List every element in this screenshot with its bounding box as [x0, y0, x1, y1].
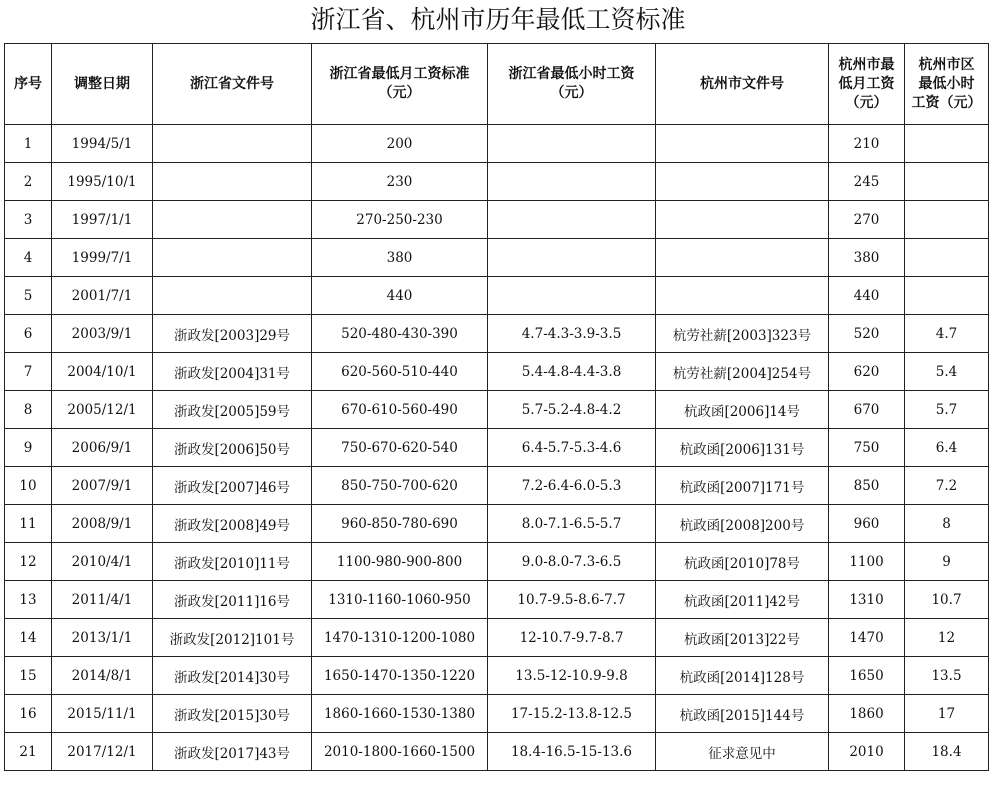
table-row [5, 543, 989, 581]
cell-zj-doc [153, 125, 312, 163]
cell-date: 2005/12/1 [52, 391, 153, 429]
cell-hz-doc [656, 277, 829, 315]
cell-zj-doc [153, 201, 312, 239]
cell-zj-monthly: 520-480-430-390 [312, 315, 488, 353]
cell-hz-hourly: 18.4 [905, 733, 989, 771]
cell-zj-monthly: 1100-980-900-800 [312, 543, 488, 581]
header-hz-hourly-line2: 最低小时 [918, 75, 975, 92]
cell-zj-monthly: 670-610-560-490 [312, 391, 488, 429]
header-hz-doc: 杭州市文件号 [656, 44, 829, 125]
cell-seq: 7 [5, 353, 52, 391]
cell-hz-hourly: 17 [905, 695, 989, 733]
cell-seq: 6 [5, 315, 52, 353]
table-row [5, 277, 989, 315]
cell-hz-doc: 杭政函[2006]14号 [656, 391, 829, 429]
cell-zj-hourly: 17-15.2-13.8-12.5 [488, 695, 656, 733]
cell-zj-monthly: 440 [312, 277, 488, 315]
table-row [5, 695, 989, 733]
cell-hz-monthly: 245 [829, 163, 905, 201]
cell-zj-monthly: 1470-1310-1200-1080 [312, 619, 488, 657]
header-hz-monthly-line1: 杭州市最 [838, 56, 895, 73]
cell-date: 2008/9/1 [52, 505, 153, 543]
cell-hz-doc: 杭政函[2011]42号 [656, 581, 829, 619]
cell-seq: 3 [5, 201, 52, 239]
table-row [5, 733, 989, 771]
table-row [5, 581, 989, 619]
cell-hz-doc: 杭政函[2014]128号 [656, 657, 829, 695]
header-zj-monthly [312, 44, 488, 125]
cell-date: 1999/7/1 [52, 239, 153, 277]
cell-hz-hourly: 13.5 [905, 657, 989, 695]
header-zj-monthly-unit: （元） [378, 85, 421, 101]
cell-date: 2007/9/1 [52, 467, 153, 505]
table-row [5, 125, 989, 163]
cell-hz-monthly: 1100 [829, 543, 905, 581]
cell-hz-monthly: 440 [829, 277, 905, 315]
cell-hz-doc: 杭政函[2010]78号 [656, 543, 829, 581]
cell-date: 2013/1/1 [52, 619, 153, 657]
cell-hz-monthly: 850 [829, 467, 905, 505]
cell-hz-monthly: 670 [829, 391, 905, 429]
cell-zj-monthly: 200 [312, 125, 488, 163]
header-hz-monthly [829, 44, 905, 125]
cell-date: 2011/4/1 [52, 581, 153, 619]
cell-zj-hourly: 13.5-12-10.9-9.8 [488, 657, 656, 695]
header-hz-monthly-line2: 低月工资 [838, 75, 895, 92]
header-zj-hourly-line: 浙江省最低小时工资 [508, 66, 635, 82]
cell-zj-doc: 浙政发[2007]46号 [153, 467, 312, 505]
cell-hz-hourly [905, 239, 989, 277]
header-zj-hourly-unit: （元） [550, 85, 593, 101]
cell-zj-doc: 浙政发[2008]49号 [153, 505, 312, 543]
cell-seq: 15 [5, 657, 52, 695]
cell-hz-doc: 杭政函[2013]22号 [656, 619, 829, 657]
cell-zj-monthly: 620-560-510-440 [312, 353, 488, 391]
cell-zj-monthly: 750-670-620-540 [312, 429, 488, 467]
table-row [5, 391, 989, 429]
cell-hz-monthly: 1470 [829, 619, 905, 657]
cell-zj-doc [153, 277, 312, 315]
cell-hz-hourly: 7.2 [905, 467, 989, 505]
cell-date: 2003/9/1 [52, 315, 153, 353]
cell-hz-hourly: 12 [905, 619, 989, 657]
cell-hz-doc: 征求意见中 [656, 733, 829, 771]
table-row [5, 429, 989, 467]
cell-zj-hourly: 18.4-16.5-15-13.6 [488, 733, 656, 771]
cell-date: 2017/12/1 [52, 733, 153, 771]
cell-date: 2001/7/1 [52, 277, 153, 315]
cell-hz-doc [656, 125, 829, 163]
cell-hz-monthly: 210 [829, 125, 905, 163]
cell-zj-doc: 浙政发[2011]16号 [153, 581, 312, 619]
cell-seq: 12 [5, 543, 52, 581]
cell-hz-hourly: 6.4 [905, 429, 989, 467]
table-row [5, 353, 989, 391]
cell-hz-monthly: 1860 [829, 695, 905, 733]
cell-date: 1997/1/1 [52, 201, 153, 239]
cell-zj-hourly: 5.4-4.8-4.4-3.8 [488, 353, 656, 391]
cell-hz-monthly: 1310 [829, 581, 905, 619]
cell-hz-hourly [905, 201, 989, 239]
cell-seq: 8 [5, 391, 52, 429]
cell-hz-doc: 杭政函[2015]144号 [656, 695, 829, 733]
cell-seq: 10 [5, 467, 52, 505]
cell-zj-hourly [488, 277, 656, 315]
cell-zj-hourly: 12-10.7-9.7-8.7 [488, 619, 656, 657]
cell-hz-hourly: 9 [905, 543, 989, 581]
cell-zj-hourly: 5.7-5.2-4.8-4.2 [488, 391, 656, 429]
cell-hz-monthly: 520 [829, 315, 905, 353]
cell-zj-doc: 浙政发[2012]101号 [153, 619, 312, 657]
header-hz-hourly-line1: 杭州市区 [918, 56, 975, 73]
cell-seq: 2 [5, 163, 52, 201]
cell-seq: 14 [5, 619, 52, 657]
cell-hz-doc: 杭劳社薪[2004]254号 [656, 353, 829, 391]
cell-zj-hourly [488, 201, 656, 239]
cell-hz-monthly: 270 [829, 201, 905, 239]
cell-zj-hourly: 7.2-6.4-6.0-5.3 [488, 467, 656, 505]
cell-seq: 21 [5, 733, 52, 771]
cell-seq: 9 [5, 429, 52, 467]
cell-seq: 13 [5, 581, 52, 619]
cell-zj-doc [153, 239, 312, 277]
cell-hz-hourly [905, 163, 989, 201]
cell-seq: 4 [5, 239, 52, 277]
header-zj-monthly-line: 浙江省最低月工资标准 [329, 66, 470, 82]
cell-date: 1995/10/1 [52, 163, 153, 201]
cell-zj-doc: 浙政发[2004]31号 [153, 353, 312, 391]
cell-date: 2004/10/1 [52, 353, 153, 391]
cell-hz-doc [656, 239, 829, 277]
cell-zj-monthly: 960-850-780-690 [312, 505, 488, 543]
cell-zj-doc: 浙政发[2015]30号 [153, 695, 312, 733]
table-row [5, 657, 989, 695]
cell-seq: 11 [5, 505, 52, 543]
cell-zj-doc: 浙政发[2006]50号 [153, 429, 312, 467]
header-hz-hourly [905, 44, 989, 125]
table-row [5, 163, 989, 201]
table-row [5, 505, 989, 543]
cell-zj-hourly: 8.0-7.1-6.5-5.7 [488, 505, 656, 543]
cell-hz-monthly: 620 [829, 353, 905, 391]
cell-zj-doc [153, 163, 312, 201]
cell-zj-monthly: 1650-1470-1350-1220 [312, 657, 488, 695]
cell-date: 1994/5/1 [52, 125, 153, 163]
table-row [5, 201, 989, 239]
header-seq: 序号 [5, 44, 52, 125]
cell-zj-monthly: 230 [312, 163, 488, 201]
cell-zj-hourly [488, 125, 656, 163]
cell-hz-doc: 杭劳社薪[2003]323号 [656, 315, 829, 353]
cell-date: 2014/8/1 [52, 657, 153, 695]
cell-hz-doc [656, 163, 829, 201]
cell-zj-hourly [488, 163, 656, 201]
cell-zj-hourly [488, 239, 656, 277]
cell-zj-hourly: 10.7-9.5-8.6-7.7 [488, 581, 656, 619]
table-row [5, 619, 989, 657]
cell-hz-doc: 杭政函[2007]171号 [656, 467, 829, 505]
cell-hz-hourly [905, 277, 989, 315]
cell-hz-monthly: 1650 [829, 657, 905, 695]
header-zj-hourly [488, 44, 656, 125]
header-date: 调整日期 [52, 44, 153, 125]
wage-table [4, 43, 989, 771]
cell-zj-monthly: 2010-1800-1660-1500 [312, 733, 488, 771]
cell-seq: 5 [5, 277, 52, 315]
header-hz-monthly-unit: （元） [845, 94, 888, 111]
cell-hz-monthly: 960 [829, 505, 905, 543]
cell-zj-monthly: 270-250-230 [312, 201, 488, 239]
table-row [5, 239, 989, 277]
cell-zj-monthly: 1860-1660-1530-1380 [312, 695, 488, 733]
cell-hz-monthly: 750 [829, 429, 905, 467]
cell-zj-doc: 浙政发[2017]43号 [153, 733, 312, 771]
cell-zj-monthly: 1310-1160-1060-950 [312, 581, 488, 619]
cell-hz-hourly: 4.7 [905, 315, 989, 353]
cell-hz-monthly: 2010 [829, 733, 905, 771]
cell-zj-doc: 浙政发[2014]30号 [153, 657, 312, 695]
cell-hz-hourly: 10.7 [905, 581, 989, 619]
header-row [5, 44, 989, 125]
cell-hz-hourly [905, 125, 989, 163]
cell-zj-hourly: 4.7-4.3-3.9-3.5 [488, 315, 656, 353]
cell-date: 2015/11/1 [52, 695, 153, 733]
table-row [5, 315, 989, 353]
cell-date: 2006/9/1 [52, 429, 153, 467]
cell-zj-doc: 浙政发[2010]11号 [153, 543, 312, 581]
cell-hz-doc: 杭政函[2006]131号 [656, 429, 829, 467]
cell-date: 2010/4/1 [52, 543, 153, 581]
cell-zj-monthly: 850-750-700-620 [312, 467, 488, 505]
cell-seq: 1 [5, 125, 52, 163]
cell-hz-doc: 杭政函[2008]200号 [656, 505, 829, 543]
cell-hz-hourly: 5.4 [905, 353, 989, 391]
header-zj-doc: 浙江省文件号 [153, 44, 312, 125]
table-row [5, 467, 989, 505]
page-title: 浙江省、杭州市历年最低工资标准 [310, 5, 686, 34]
cell-zj-hourly: 6.4-5.7-5.3-4.6 [488, 429, 656, 467]
cell-zj-hourly: 9.0-8.0-7.3-6.5 [488, 543, 656, 581]
header-hz-hourly-line3: 工资（元） [911, 94, 982, 111]
cell-zj-doc: 浙政发[2005]59号 [153, 391, 312, 429]
cell-hz-doc [656, 201, 829, 239]
cell-hz-hourly: 8 [905, 505, 989, 543]
cell-zj-doc: 浙政发[2003]29号 [153, 315, 312, 353]
cell-hz-hourly: 5.7 [905, 391, 989, 429]
cell-hz-monthly: 380 [829, 239, 905, 277]
cell-seq: 16 [5, 695, 52, 733]
cell-zj-monthly: 380 [312, 239, 488, 277]
